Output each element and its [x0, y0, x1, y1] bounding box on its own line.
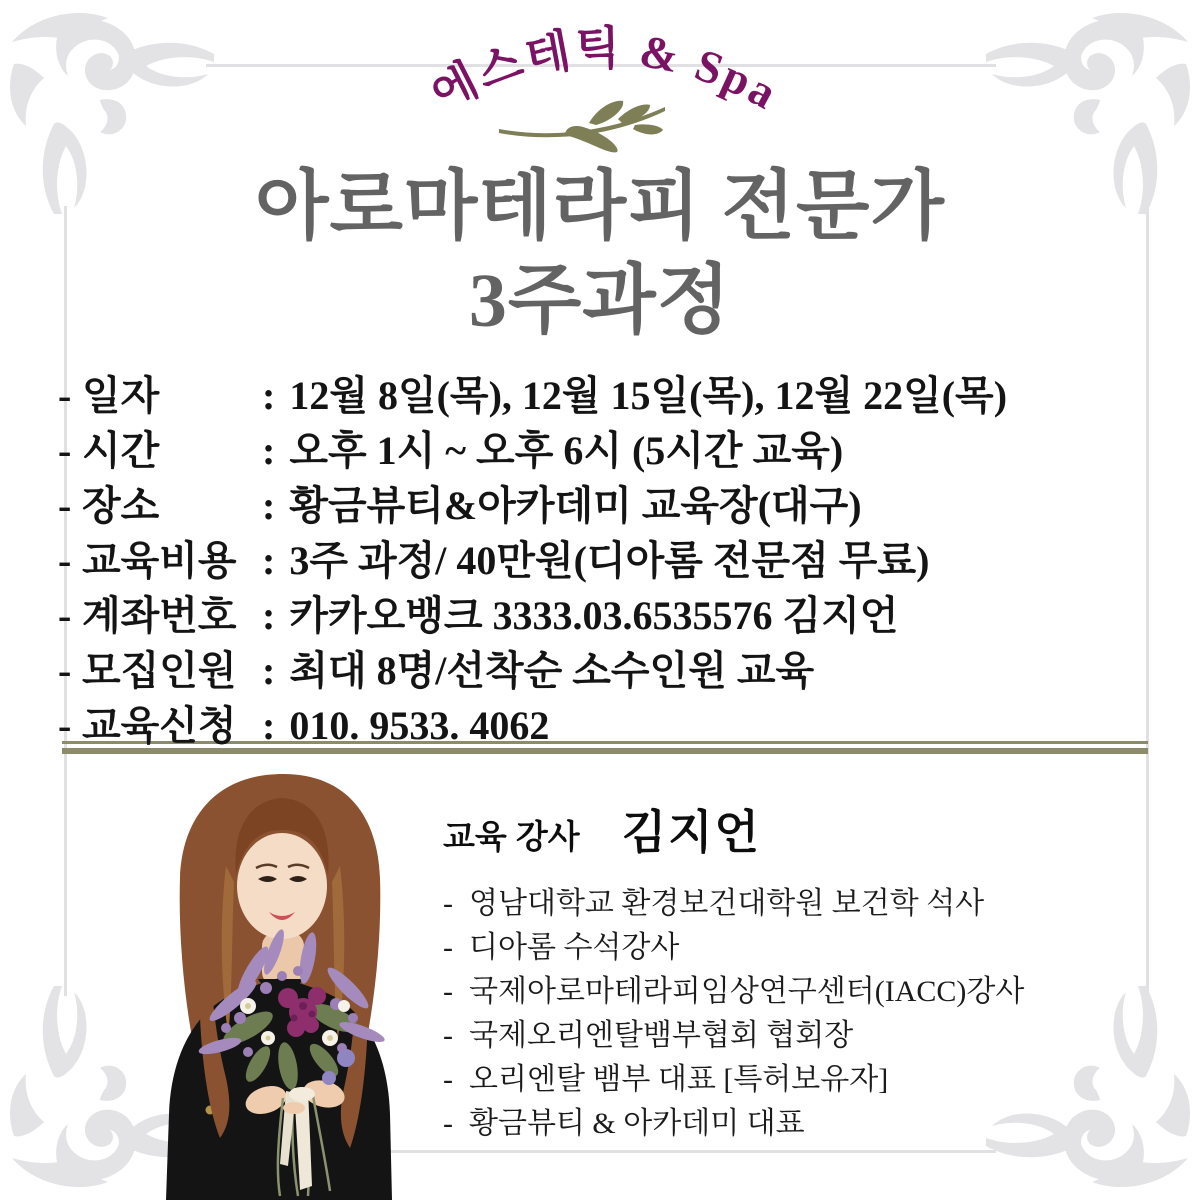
detail-label: 계좌번호	[82, 593, 237, 638]
credential-text: 황금뷰티 & 아카데미 대표	[469, 1107, 805, 1140]
detail-row-place	[58, 474, 1148, 529]
detail-label: 시간	[82, 428, 160, 473]
credential-item	[443, 926, 1123, 970]
detail-separator: :	[262, 373, 276, 418]
credential-item	[443, 882, 1123, 926]
instructor-portrait-photo	[98, 766, 460, 1200]
instructor-name: 김지언	[621, 806, 761, 858]
detail-bullet: -	[58, 593, 72, 638]
detail-bullet: -	[58, 648, 72, 693]
detail-separator: :	[262, 538, 276, 583]
detail-value: 최대 8명/선착순 소수인원 교육	[289, 648, 815, 693]
detail-label: 모집인원	[82, 648, 237, 693]
detail-label: 교육비용	[82, 538, 237, 583]
detail-value: 카카오뱅크 3333.03.6535576 김지언	[289, 593, 899, 638]
course-details-list	[58, 364, 1148, 749]
credential-text: 오리엔탈 뱀부 대표 [특허보유자]	[469, 1063, 889, 1096]
credential-text: 국제아로마테라피임상연구센터(IACC)강사	[469, 975, 1025, 1008]
credential-bullet: -	[443, 1019, 453, 1052]
detail-row-capacity	[58, 639, 1148, 694]
credential-text: 영남대학교 환경보건대학원 보건학 석사	[469, 887, 985, 920]
detail-value: 오후 1시 ~ 오후 6시 (5시간 교육)	[289, 428, 844, 473]
credential-bullet: -	[443, 931, 453, 964]
detail-separator: :	[262, 648, 276, 693]
detail-bullet: -	[58, 703, 72, 748]
credential-text: 디아롬 수석강사	[469, 931, 680, 964]
credential-text: 국제오리엔탈뱀부협회 협회장	[469, 1019, 854, 1052]
detail-value: 010. 9533. 4062	[289, 703, 550, 748]
detail-value: 12월 8일(목), 12월 15일(목), 12월 22일(목)	[289, 373, 1008, 418]
credential-bullet: -	[443, 1063, 453, 1096]
instructor-credentials	[443, 882, 1123, 1146]
credential-item	[443, 1102, 1123, 1146]
credential-item	[443, 1058, 1123, 1102]
credential-item	[443, 1014, 1123, 1058]
detail-label: 교육신청	[82, 703, 237, 748]
detail-label: 일자	[82, 373, 160, 418]
detail-bullet: -	[58, 373, 72, 418]
detail-row-time	[58, 419, 1148, 474]
detail-separator: :	[262, 428, 276, 473]
detail-row-account	[58, 584, 1148, 639]
detail-bullet: -	[58, 428, 72, 473]
detail-separator: :	[262, 593, 276, 638]
detail-label: 장소	[82, 483, 160, 528]
credential-bullet: -	[443, 887, 453, 920]
olive-branch-icon	[497, 99, 669, 161]
detail-row-apply	[58, 694, 1148, 749]
credential-bullet: -	[443, 1107, 453, 1140]
detail-value: 황금뷰티&아카데미 교육장(대구)	[289, 483, 862, 528]
detail-separator: :	[262, 703, 276, 748]
detail-bullet: -	[58, 538, 72, 583]
detail-row-fee	[58, 529, 1148, 584]
detail-value: 3주 과정/ 40만원(디아롬 전문점 무료)	[289, 538, 930, 583]
instructor-info	[443, 796, 1123, 1146]
instructor-heading	[443, 796, 1123, 862]
credential-item	[443, 970, 1123, 1014]
detail-bullet: -	[58, 483, 72, 528]
detail-row-date	[58, 364, 1148, 419]
badge-text: 에스테틱 & Spa	[423, 22, 788, 120]
page-title	[0, 160, 1200, 348]
page-title-line2: 3주과정	[468, 259, 732, 343]
page-title-line1: 아로마테라피 전문가	[255, 165, 945, 249]
instructor-role-label: 교육 강사	[443, 818, 580, 855]
credential-bullet: -	[443, 975, 453, 1008]
detail-separator: :	[262, 483, 276, 528]
